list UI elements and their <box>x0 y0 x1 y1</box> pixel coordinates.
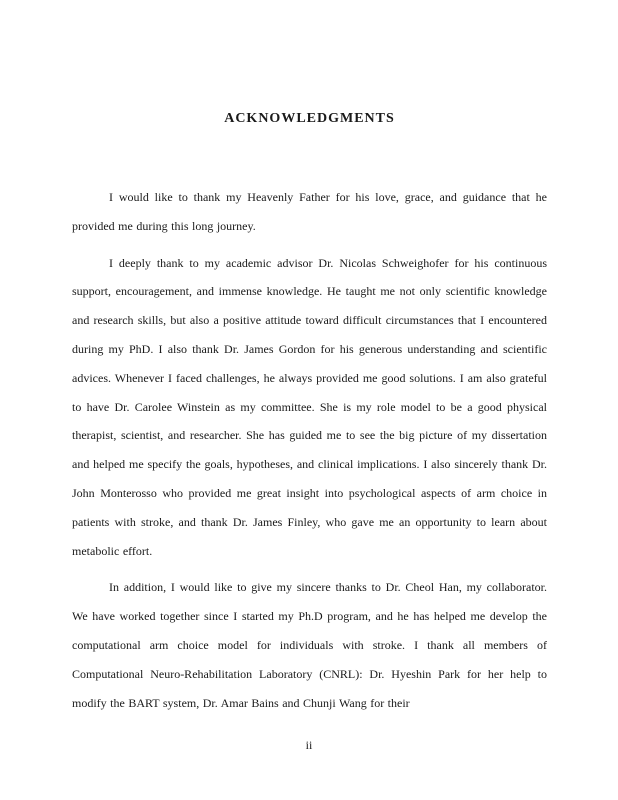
page-number: ii <box>305 738 313 752</box>
paragraph-3: In addition, I would like to give my sincere thanks to Dr. Cheol Han, my collaborator. We have worked together since I started my Ph.D program, and he has helped me develop the computational arm choice model for individuals with stroke. I thank all members of Computational Neuro-Rehabilitation Laboratory (CNRL): Dr. Hyeshin Park for her help to modify the BART system, Dr. Amar Bains and Chunji Wang for their <box>72 580 547 710</box>
paragraph-1: I would like to thank my Heavenly Father for his love, grace, and guidance that he provided me during this long journey. <box>72 190 547 233</box>
page-title: ACKNOWLEDGMENTS <box>224 111 395 126</box>
paragraph-2: I deeply thank to my academic advisor Dr. Nicolas Schweighofer for his continuous support, encouragement, and immense knowledge. He taught me not only scientific knowledge and research skills, but also a positive attitude toward difficult circumstances that I encountered during my PhD. I also thank Dr. James Gordon for his generous understanding and scientific advices. Whenever I faced challenges, he always provided me good solutions. I am also grateful to have Dr. Carolee Winstein as my committee. She is my role model to be a good physical therapist, scientist, and researcher. She has guided me to see the big picture of my dissertation and helped me specify the goals, hypotheses, and clinical implications. I also sincerely thank Dr. John Monterosso who provided me great insight into psychological aspects of arm choice in patients with stroke, and thank Dr. James Finley, who gave me an opportunity to learn about metabolic effort. <box>72 255 547 558</box>
